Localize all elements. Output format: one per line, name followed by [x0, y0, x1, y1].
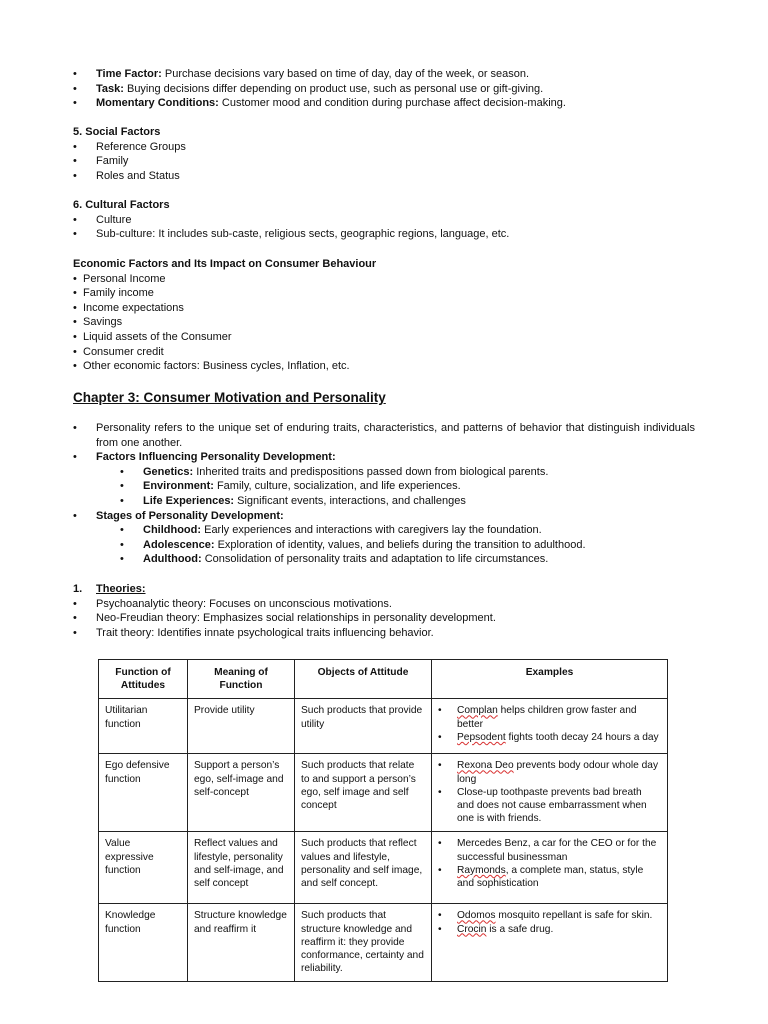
item-label: Adolescence:: [143, 538, 215, 551]
item-text: Trait theory: Identifies innate psychological traits influencing behavior.: [96, 626, 434, 639]
bullet-icon: •: [73, 228, 77, 241]
list-item: [73, 359, 695, 374]
item-label: Time Factor:: [96, 68, 162, 80]
section-heading: 5. Social Factors: [73, 126, 161, 138]
example-text: is a safe drug.: [486, 923, 554, 935]
example-text: mosquito repellant is safe for skin.: [495, 910, 653, 922]
list-item: [73, 345, 695, 360]
example-item: [438, 923, 661, 936]
bullet-icon: •: [73, 140, 77, 153]
list-item: [73, 301, 695, 316]
bullet-icon: •: [73, 287, 77, 300]
example-text: , a complete man, status, style and sophistication: [457, 864, 644, 890]
item-text: Other economic factors: Business cycles, Inflation, etc.: [83, 360, 350, 373]
example-text: prevents body odour whole day long: [457, 760, 659, 785]
column-header: Objects of Attitude: [295, 660, 432, 699]
bullet-icon: •: [73, 68, 77, 80]
example-text: Close-up toothpaste prevents bad breath and does not cause embarrassment when one is with friends.: [457, 786, 647, 825]
list-item: [73, 96, 695, 111]
bullet-icon: •: [73, 345, 77, 358]
brand-name: Complan: [457, 705, 498, 717]
list-item: [73, 421, 695, 450]
table-cell: Ego defensive function: [99, 754, 188, 832]
list-item: [73, 140, 695, 155]
table-row: [99, 904, 668, 982]
table-cell: Support a person’s ego, self-image and self-concept: [188, 754, 295, 832]
item-text: Psychoanalytic theory: Focuses on unconscious motivations.: [96, 597, 392, 610]
item-text: Significant events, interactions, and challenges: [234, 494, 466, 507]
list-item: [73, 169, 695, 184]
list-item: [73, 315, 695, 330]
bullet-icon: •: [120, 494, 124, 507]
bullet-icon: •: [73, 509, 77, 522]
table-cell: Provide utility: [188, 699, 295, 754]
bullet-icon: •: [73, 97, 77, 110]
list-item: [73, 611, 695, 626]
list-item: [73, 227, 695, 242]
list-number: 1.: [73, 583, 83, 595]
item-text: Family, culture, socialization, and life experiences.: [213, 480, 461, 493]
brand-name: Odomos: [457, 910, 496, 922]
brand-name: Pepsodent: [457, 731, 506, 743]
bullet-icon: •: [120, 553, 124, 566]
table-cell: Utilitarian function: [99, 699, 188, 754]
sub-list-item: [73, 479, 695, 494]
intro-text: Personality refers to the unique set of enduring traits, characteristics, and patterns of behavior that distinguish individuals from one another.: [96, 422, 695, 449]
item-label: Childhood:: [143, 524, 202, 537]
cultural-factors-section: [73, 198, 695, 242]
item-text: Early experiences and interactions with caregivers lay the foundation.: [201, 524, 542, 537]
stages-heading: Stages of Personality Development:: [96, 509, 284, 522]
item-text: Personal Income: [83, 272, 166, 285]
sub-list-item: [73, 465, 695, 480]
sub-list-item: [73, 552, 695, 567]
situational-factors-list: [73, 67, 695, 111]
bullet-icon: •: [438, 910, 442, 922]
table-cell: Such products that structure knowledge and reaffirm it: they provide conformance, certainty and reliability.: [295, 904, 432, 982]
bullet-icon: •: [73, 626, 77, 639]
brand-name: Crocin: [457, 923, 487, 935]
list-item: [73, 213, 695, 228]
economic-factors-section: [73, 257, 695, 374]
list-item: [73, 286, 695, 301]
example-item: [438, 704, 661, 730]
bullet-icon: •: [73, 612, 77, 625]
chapter-section: [73, 389, 695, 407]
bullet-icon: •: [120, 480, 124, 493]
list-item: [73, 626, 695, 641]
personality-section: [73, 421, 695, 567]
item-text: Income expectations: [83, 301, 184, 314]
bullet-icon: •: [73, 213, 77, 226]
bullet-icon: •: [73, 360, 77, 373]
bullet-icon: •: [73, 82, 77, 95]
theories-heading-row: [73, 582, 695, 597]
table-cell: Value expressive function: [99, 832, 188, 904]
bullet-icon: •: [438, 731, 442, 743]
bullet-icon: •: [438, 864, 442, 876]
theories-heading: Theories:: [96, 583, 146, 595]
social-factors-section: [73, 125, 695, 183]
table-row: [99, 699, 668, 754]
list-item: [73, 67, 695, 82]
bullet-icon: •: [120, 538, 124, 551]
item-text: Culture: [96, 213, 132, 226]
bullet-icon: •: [73, 272, 77, 285]
item-text: Exploration of identity, values, and beliefs during the transition to adulthood.: [214, 538, 586, 551]
list-item: [73, 597, 695, 612]
table-header-row: [99, 660, 668, 699]
bullet-icon: •: [73, 422, 77, 434]
bullet-icon: •: [438, 786, 442, 798]
bullet-icon: •: [120, 524, 124, 537]
bullet-icon: •: [438, 760, 442, 772]
item-text: Buying decisions differ depending on product use, such as personal use or gift-giving.: [123, 82, 544, 95]
example-item: [438, 731, 661, 744]
brand-name: Raymonds: [457, 864, 506, 876]
item-text: Roles and Status: [96, 169, 180, 182]
bullet-icon: •: [73, 169, 77, 182]
example-item: [438, 864, 661, 890]
list-item: [73, 509, 695, 524]
theories-section: [73, 582, 695, 640]
example-text: fights tooth decay 24 hours a day: [505, 731, 659, 743]
item-text: Purchase decisions vary based on time of day, day of the week, or season.: [161, 68, 530, 80]
table-row: [99, 832, 668, 904]
list-item: [73, 330, 695, 345]
example-item: [438, 786, 661, 826]
bullet-icon: •: [73, 330, 77, 343]
section-heading: Economic Factors and Its Impact on Consumer Behaviour: [73, 258, 377, 270]
item-label: Life Experiences:: [143, 494, 235, 507]
table-cell: Such products that relate to and support a person’s ego, self image and self concept: [295, 754, 432, 832]
example-item: [438, 837, 661, 863]
item-text: Customer mood and condition during purchase affect decision-making.: [218, 97, 566, 110]
item-text: Savings: [83, 316, 123, 329]
item-text: Liquid assets of the Consumer: [83, 330, 232, 343]
item-text: Consolidation of personality traits and adaptation to life circumstances.: [201, 553, 549, 566]
item-text: Consumer credit: [83, 345, 164, 358]
item-text: Family: [96, 155, 129, 168]
item-text: Family income: [83, 287, 154, 300]
table-cell: Such products that provide utility: [295, 699, 432, 754]
example-item: [438, 909, 661, 922]
bullet-icon: •: [73, 301, 77, 314]
bullet-icon: •: [73, 597, 77, 610]
item-text: Sub-culture: It includes sub-caste, religious sects, geographic regions, language, etc.: [96, 228, 510, 241]
bullet-icon: •: [73, 155, 77, 168]
example-item: [438, 759, 661, 785]
table-cell: [432, 832, 668, 904]
table-cell: Such products that reflect values and lifestyle, personality and self image, and self concept.: [295, 832, 432, 904]
item-label: Genetics:: [143, 465, 194, 478]
column-header: Meaning of Function: [188, 660, 295, 699]
table-cell: Knowledge function: [99, 904, 188, 982]
table-cell: [432, 699, 668, 754]
attitude-functions-table: [98, 659, 668, 982]
item-label: Environment:: [143, 480, 214, 493]
bullet-icon: •: [73, 451, 77, 464]
item-label: Adulthood:: [143, 553, 202, 566]
item-label: Momentary Conditions:: [96, 97, 219, 110]
item-text: Inherited traits and predispositions passed down from biological parents.: [193, 465, 549, 478]
sub-list-item: [73, 494, 695, 509]
column-header: Examples: [432, 660, 668, 699]
table-row: [99, 754, 668, 832]
bullet-icon: •: [73, 316, 77, 329]
table-cell: Structure knowledge and reaffirm it: [188, 904, 295, 982]
table-cell: Reflect values and lifestyle, personality and self-image, and self concept: [188, 832, 295, 904]
column-header: Function of Attitudes: [99, 660, 188, 699]
item-text: Neo-Freudian theory: Emphasizes social relationships in personality development.: [96, 612, 496, 625]
list-item: [73, 272, 695, 287]
section-heading: 6. Cultural Factors: [73, 199, 170, 211]
list-item: [73, 450, 695, 465]
example-text: Mercedes Benz, a car for the CEO or for the successful businessman: [457, 838, 657, 863]
example-text: helps children grow faster and better: [457, 705, 637, 730]
item-label: Task:: [96, 82, 124, 95]
item-text: Reference Groups: [96, 140, 186, 153]
bullet-icon: •: [438, 705, 442, 717]
list-item: [73, 82, 695, 97]
brand-name: Rexona Deo: [457, 760, 514, 772]
table-cell: [432, 754, 668, 832]
factors-heading: Factors Influencing Personality Development:: [96, 451, 336, 464]
sub-list-item: [73, 538, 695, 553]
bullet-icon: •: [120, 465, 124, 478]
bullet-icon: •: [438, 923, 442, 935]
list-item: [73, 154, 695, 169]
bullet-icon: •: [438, 838, 442, 850]
chapter-title: Chapter 3: Consumer Motivation and Personality: [73, 390, 386, 405]
table-cell: [432, 904, 668, 982]
sub-list-item: [73, 523, 695, 538]
